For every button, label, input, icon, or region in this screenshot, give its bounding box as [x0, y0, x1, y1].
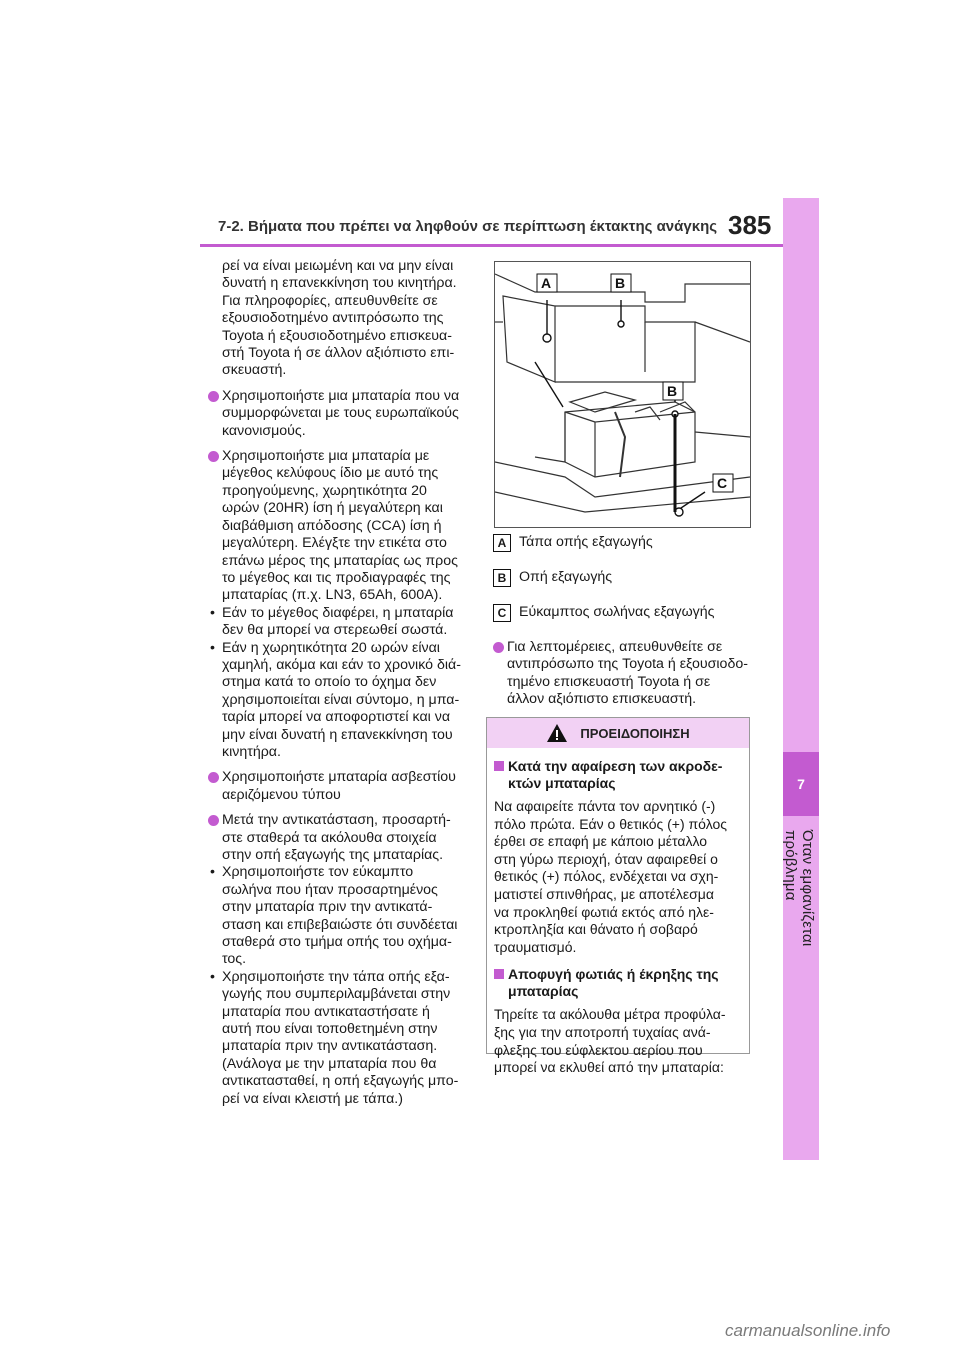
text-line: κτροπληξία και θάνατο ή σοβαρό — [494, 921, 698, 938]
sub-bullet-dot: • — [210, 604, 215, 621]
text-line: Για πληροφορίες, απευθυνθείτε σε — [222, 292, 438, 309]
text-line: Τηρείτε τα ακόλουθα μέτρα προφύλα- — [494, 1006, 726, 1023]
sub-item-plug — [208, 969, 470, 1108]
text-line: χρησιμοποιείται είναι σύντομο, η μπα- — [222, 691, 460, 708]
sub-bullet-dot: • — [210, 639, 215, 656]
figure-label-c: C — [717, 475, 728, 491]
warning-body — [487, 748, 749, 1093]
text-line: μπαταρία που αντικαταστήσατε ή — [222, 1003, 430, 1020]
sub-item-hose — [208, 864, 470, 968]
text-line: φλεξης του εύφλεκτου αερίου που — [494, 1041, 703, 1058]
battery-drawing — [495, 262, 750, 527]
text-line: Εάν η χωρητικότητα 20 ωρών είναι — [222, 639, 440, 656]
text-line: κτών μπαταρίας — [508, 775, 616, 791]
text-line: ξης για την αποτροπή τυχαίας ανά- — [494, 1023, 711, 1040]
sub-bullet-dot: • — [210, 968, 215, 985]
text-line: σταθερά στο τμήμα οπής του οχήμα- — [222, 934, 452, 951]
text-line: Χρησιμοποιήστε μια μπαταρία που να — [222, 387, 460, 404]
intro-paragraph — [208, 258, 470, 380]
legend-key: B — [493, 569, 511, 587]
text-line: δεν θα μπορεί να στερεωθεί σωστά. — [222, 622, 448, 639]
text-line: Για λεπτομέρειες, απευθυνθείτε σε — [507, 639, 723, 655]
text-line: αντιπρόσωπο της Toyota ή εξουσιοδο- — [507, 656, 748, 673]
legend-key: C — [493, 604, 511, 622]
text-line: Μετά την αντικατάσταση, προσαρτή- — [222, 812, 451, 829]
text-line: δυνατή η επανεκκίνηση του κινητήρα. — [222, 275, 457, 292]
bullet-details-note — [493, 639, 753, 709]
text-line: τος. — [222, 951, 247, 968]
text-line: το μέγεθος και τις προδιαγραφές της — [222, 569, 451, 586]
text-line: ματιστεί σπινθήρας, με αποτέλεσμα — [494, 885, 714, 902]
text-line: Χρησιμοποιήστε την τάπα οπής εξα- — [222, 968, 450, 985]
text-line: διαβάθμιση απόδοσης (CCA) ίση ή — [222, 517, 442, 534]
legend-item-a — [493, 534, 753, 552]
bullet-battery-regulations — [208, 388, 470, 440]
warning-title: ΠΡΟΕΙΔΟΠΟΙΗΣΗ — [580, 725, 690, 741]
text-line: να προκληθεί φωτιά εκτός από ηλε- — [494, 903, 714, 920]
side-tab-label: Όταν εμφανίζεται πρόβλημα — [782, 830, 816, 947]
text-line: Εάν το μέγεθος διαφέρει, η μπαταρία — [222, 604, 454, 621]
text-line: γωγής που συμπεριλαμβάνεται στην — [222, 986, 451, 1003]
sub-bullet-dot: • — [210, 864, 215, 881]
text-line: τραυματισμό. — [494, 938, 577, 955]
warning-triangle-icon — [546, 723, 568, 743]
text-line: αντικατασταθεί, η οπή εξαγωγής μπο- — [222, 1073, 459, 1090]
text-line: σταση και επιβεβαιώστε ότι συνδέεται — [222, 916, 458, 933]
legend-text: Εύκαμπτος σωλήνας εξαγωγής — [519, 604, 715, 621]
page-number: 385 — [728, 210, 772, 240]
header-divider — [200, 244, 783, 247]
warning-header — [487, 718, 749, 748]
right-column — [493, 534, 753, 709]
text-line: ωρών (20HR) ίση ή μεγαλύτερη και — [222, 500, 443, 517]
text-line: σκευαστή. — [222, 362, 287, 379]
text-line: στή Toyota ή σε άλλον αξιόπιστο επι- — [222, 345, 455, 362]
text-line: πόλο πρώτα. Εάν ο θετικός (+) πόλος — [494, 815, 728, 832]
text-line: στην μπαταρία πριν την αντικατά- — [222, 899, 433, 916]
text-line: έρθει σε επαφή με κάποιο μέταλλο — [494, 833, 708, 850]
text-line: Να αφαιρείτε πάντα τον αρνητικό (-) — [494, 798, 716, 814]
sub-item-capacity — [208, 640, 470, 762]
text-line: μην είναι δυνατή η επανεκκίνηση του — [222, 726, 453, 743]
text-line: επάνω μέρος της μπαταρίας ως προς — [222, 552, 458, 569]
text-line: συμμορφώνεται με τους ευρωπαϊκούς — [222, 405, 459, 422]
text-line: μέγεθος κελύφους ίδιο με αυτό της — [222, 465, 439, 482]
text-line: σωλήνα που ήταν προσαρτημένος — [222, 881, 438, 898]
text-line: μπαταρίας (π.χ. LN3, 65Ah, 600A). — [222, 587, 443, 604]
side-tab-chapter[interactable]: 7 — [783, 752, 819, 816]
text-line: χαμηλή, ακόμα και εάν το χρονικό διά- — [222, 656, 461, 673]
sub-item-size — [208, 605, 470, 640]
text-line: μεγαλύτερη. Ελέγξτε την ετικέτα στο — [222, 535, 447, 552]
text-line: θετικός (+) πόλος, ενδέχεται να σχη- — [494, 868, 719, 885]
text-line: (Ανάλογα με την μπαταρία που θα — [222, 1055, 437, 1072]
warning-section-title — [494, 758, 742, 792]
text-line: εξουσιοδοτημένο αντιπρόσωπο της — [222, 310, 444, 327]
text-line: στε σταθερά τα ακόλουθα στοιχεία — [222, 829, 437, 846]
text-line: Κατά την αφαίρεση των ακροδε- — [508, 758, 723, 774]
text-line: Αποφυγή φωτιάς ή έκρηξης της — [508, 966, 719, 983]
text-line: Toyota ή εξουσιοδοτημένο επισκευα- — [222, 327, 452, 344]
header-title: 7-2. Βήματα που πρέπει να ληφθούν σε περίπτωση έκτακτης ανάγκης — [218, 218, 718, 235]
text-line: Χρησιμοποιήστε μια μπαταρία με — [222, 448, 430, 465]
text-line: μπαταρίας — [508, 983, 579, 1000]
bullet-calcium-battery — [208, 769, 470, 804]
text-line: άλλον αξιόπιστο επισκευαστή. — [507, 691, 697, 708]
bullet-after-replacement — [208, 812, 470, 864]
legend-text: Οπή εξαγωγής — [519, 569, 613, 586]
legend-item-c — [493, 604, 753, 622]
text-line: μπορεί να εκλυθεί από την μπαταρία: — [494, 1059, 724, 1076]
text-line: στημα κατά το οποίο το όχημα δεν — [222, 674, 437, 691]
warning-section-text — [494, 798, 742, 956]
text-line: τημένο επισκευαστή Toyota ή σε — [507, 673, 711, 690]
text-line: ταρία μπορεί να αποφορτιστεί και να — [222, 709, 451, 726]
figure-label-b-top: B — [615, 275, 626, 291]
warning-section-title — [494, 966, 742, 1000]
watermark-logo: carmanualsonline.info — [725, 1321, 891, 1340]
left-column — [208, 258, 470, 1108]
figure-label-a: A — [541, 275, 552, 291]
text-line: μπαταρία πριν την αντικατάσταση. — [222, 1038, 438, 1055]
bullet-battery-size — [208, 448, 470, 605]
legend-key: A — [493, 534, 511, 552]
text-line: στη γύρω περιοχή, όταν αφαιρεθεί ο — [494, 850, 718, 867]
text-line: κινητήρα. — [222, 743, 281, 760]
figure-label-b-right: B — [667, 383, 678, 399]
text-line: αεριζόμενου τύπου — [222, 786, 341, 803]
text-line: προηγούμενης, χωρητικότητα 20 — [222, 482, 427, 499]
warning-section-text — [494, 1006, 742, 1076]
text-line: αυτή που είναι τοποθετημένη στην — [222, 1021, 438, 1038]
text-line: στην οπή εξαγωγής της μπαταρίας. — [222, 847, 444, 863]
text-line: ρεί να είναι μειωμένη και να μην είναι — [222, 258, 454, 274]
text-line: Χρησιμοποιήστε τον εύκαμπτο — [222, 864, 414, 881]
text-line: Χρησιμοποιήστε μπαταρία ασβεστίου — [222, 769, 456, 786]
text-line: ρεί να είναι κλειστή με τάπα.) — [222, 1090, 403, 1107]
warning-box — [486, 717, 750, 1076]
legend-item-b — [493, 569, 753, 587]
battery-illustration — [494, 261, 751, 528]
text-line: κανονισμούς. — [222, 422, 306, 439]
legend-text: Τάπα οπής εξαγωγής — [519, 534, 653, 551]
